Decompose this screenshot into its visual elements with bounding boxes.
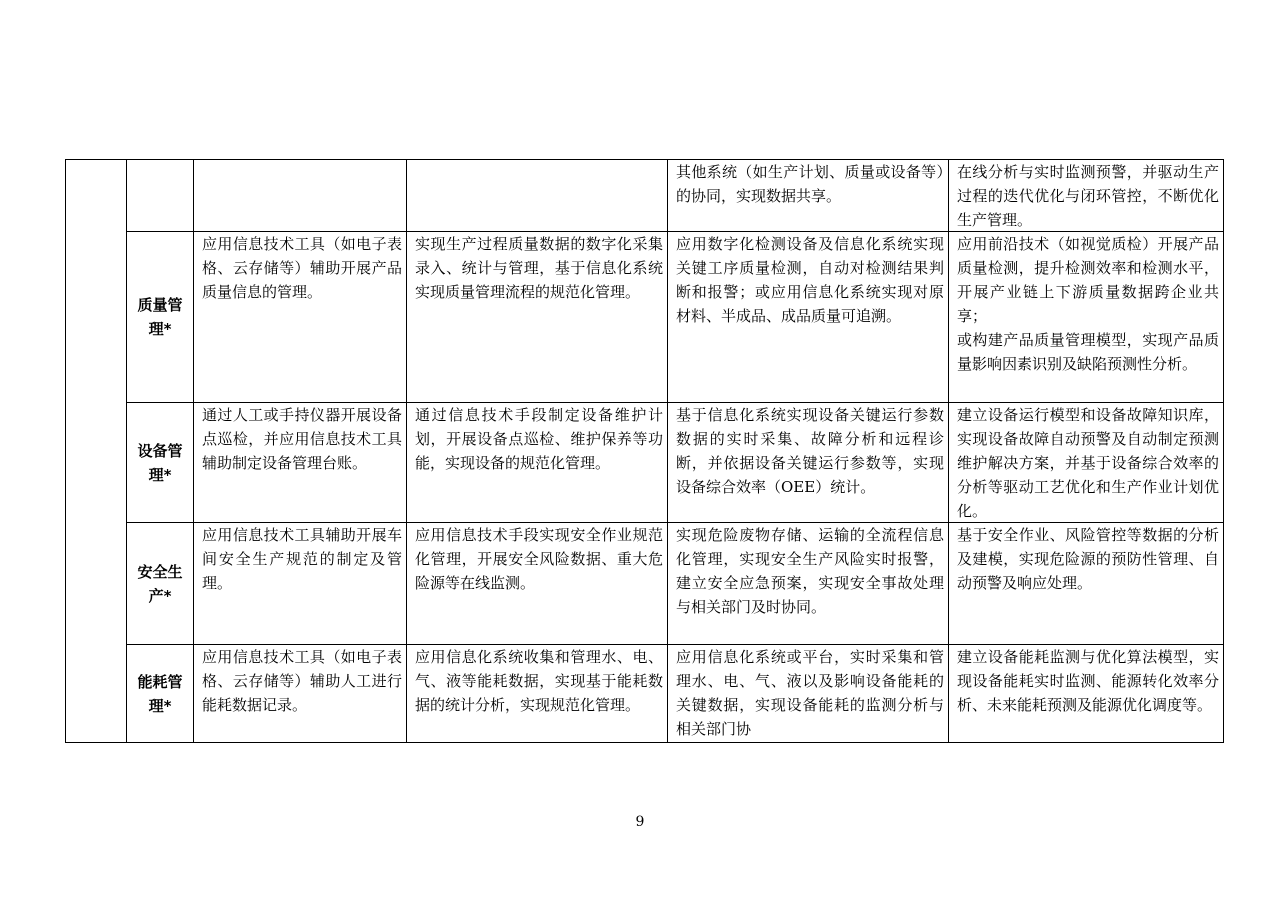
cell-text: 应用信息技术工具辅助开展车间安全生产规范的制定及管理。 <box>202 526 402 592</box>
level-3-cell <box>668 160 949 232</box>
category-cell: 安全生产* <box>127 523 194 645</box>
cell-text: 通过人工或手持仪器开展设备点巡检，并应用信息技术工具辅助制定设备管理台账。 <box>202 406 402 472</box>
cell-text <box>415 160 663 231</box>
level-3-cell <box>668 523 949 645</box>
table-row <box>66 232 1224 403</box>
cell-text: 建立设备能耗监测与优化算法模型，实现设备能耗实时监测、能源转化效率分析、未来能耗预测及能源优化调度等。 <box>957 648 1219 714</box>
level-4-cell <box>949 160 1224 232</box>
level-4-cell <box>949 232 1224 403</box>
cell-text <box>202 160 402 231</box>
table-row <box>66 160 1224 232</box>
level-2-cell <box>407 645 668 743</box>
table-row <box>66 645 1224 743</box>
level-4-cell <box>949 523 1224 645</box>
category-cell: 设备管理* <box>127 403 194 523</box>
page-number: 9 <box>635 814 645 830</box>
cell-text: 实现危险废物存储、运输的全流程信息化管理，实现安全生产风险实时报警，建立安全应急预案，实现安全事故处理与相关部门及时协同。 <box>676 526 944 616</box>
cell-text: 应用信息技术手段实现安全作业规范化管理，开展安全风险数据、重大危险源等在线监测。 <box>415 526 663 592</box>
cell-text: 其他系统（如生产计划、质量或设备等）的协同，实现数据共享。 <box>676 163 944 205</box>
category-cell <box>127 160 194 232</box>
level-1-cell <box>194 403 407 523</box>
cell-text: 在线分析与实时监测预警，并驱动生产过程的迭代优化与闭环管控，不断优化生产管理。 <box>957 163 1219 229</box>
level-1-cell <box>194 160 407 232</box>
table-row <box>66 523 1224 645</box>
cell-text: 基于安全作业、风险管控等数据的分析及建模，实现危险源的预防性管理、自动预警及响应处理。 <box>957 526 1219 592</box>
category-cell: 能耗管理* <box>127 645 194 743</box>
level-3-cell <box>668 403 949 523</box>
level-3-cell <box>668 232 949 403</box>
dimension-column-cell <box>66 160 127 743</box>
level-4-cell <box>949 403 1224 523</box>
level-3-cell <box>668 645 949 743</box>
cell-text: 实现生产过程质量数据的数字化采集录入、统计与管理，基于信息化系统实现质量管理流程的规范化管理。 <box>415 235 663 301</box>
cell-text: 应用信息化系统或平台，实时采集和管理水、电、气、液以及影响设备能耗的关键数据，实现设备能耗的监测分析与相关部门协 <box>676 648 944 738</box>
cell-text: 应用信息化系统收集和管理水、电、气、液等能耗数据，实现基于能耗数据的统计分析，实现规范化管理。 <box>415 648 663 714</box>
level-1-cell <box>194 232 407 403</box>
cell-text: 应用数字化检测设备及信息化系统实现关键工序质量检测，自动对检测结果判断和报警；或应用信息化系统实现对原材料、半成品、成品质量可追溯。 <box>676 235 944 325</box>
cell-text: 应用信息技术工具（如电子表格、云存储等）辅助开展产品质量信息的管理。 <box>202 235 402 301</box>
cell-text: 通过信息技术手段制定设备维护计划，开展设备点巡检、维护保养等功能，实现设备的规范化管理。 <box>415 406 663 472</box>
cell-text: 建立设备运行模型和设备故障知识库，实现设备故障自动预警及自动制定预测维护解决方案，并基于设备综合效率的分析等驱动工艺优化和生产作业计划优化。 <box>957 406 1219 520</box>
level-2-cell <box>407 232 668 403</box>
table-row <box>66 403 1224 523</box>
level-2-cell <box>407 523 668 645</box>
cell-text: 基于信息化系统实现设备关键运行参数数据的实时采集、故障分析和远程诊断，并依据设备关键运行参数等，实现设备综合效率（OEE）统计。 <box>676 406 944 496</box>
cell-text: 应用信息技术工具（如电子表格、云存储等）辅助人工进行能耗数据记录。 <box>202 648 402 714</box>
level-2-cell <box>407 403 668 523</box>
level-1-cell <box>194 645 407 743</box>
cell-paragraph: 或构建产品质量管理模型，实现产品质量影响因素识别及缺陷预测性分析。 <box>957 331 1219 373</box>
level-2-cell <box>407 160 668 232</box>
capability-table <box>65 159 1224 743</box>
level-1-cell <box>194 523 407 645</box>
level-4-cell <box>949 645 1224 743</box>
cell-paragraph: 应用前沿技术（如视觉质检）开展产品质量检测，提升检测效率和检测水平，开展产业链上下游质量数据跨企业共享； <box>957 235 1219 325</box>
category-cell: 质量管理* <box>127 232 194 403</box>
